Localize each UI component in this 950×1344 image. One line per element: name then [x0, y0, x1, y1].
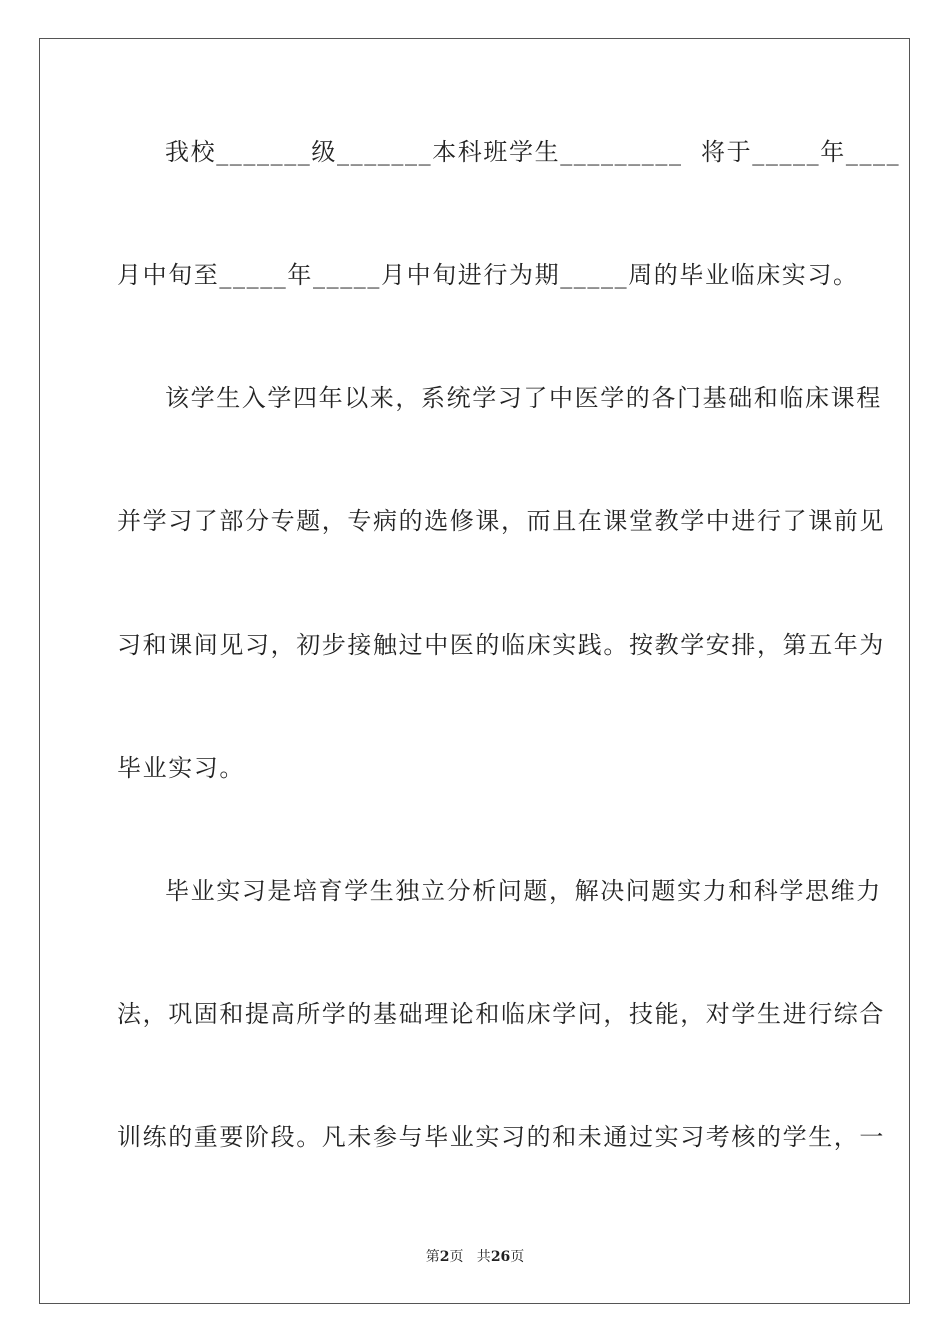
- footer-page-total: 26: [490, 1249, 511, 1265]
- footer-page-mid: 页 共: [449, 1249, 491, 1265]
- text-line-7: 毕业实习是培育学生独立分析问题，解决问题实力和科学思维力: [165, 877, 882, 905]
- footer-page-prefix: 第: [425, 1249, 440, 1265]
- text-line-2: 月中旬至_____年_____月中旬进行为期_____周的毕业临床实习。: [117, 261, 859, 289]
- footer-page-current: 2: [439, 1249, 450, 1265]
- page-frame: [39, 38, 910, 1304]
- page-footer: [0, 1248, 950, 1266]
- text-line-1: 我校_______级_______本科班学生_________ 将于_____年____: [165, 138, 901, 166]
- text-line-5: 习和课间见习，初步接触过中医的临床实践。按教学安排，第五年为: [117, 631, 885, 659]
- footer-page-suffix: 页: [510, 1249, 525, 1265]
- text-line-8: 法，巩固和提高所学的基础理论和临床学问，技能，对学生进行综合: [117, 1000, 885, 1028]
- text-line-3: 该学生入学四年以来，系统学习了中医学的各门基础和临床课程: [165, 384, 882, 412]
- text-line-6: 毕业实习。: [117, 754, 245, 782]
- text-line-4: 并学习了部分专题，专病的选修课，而且在课堂教学中进行了课前见: [117, 507, 885, 535]
- text-line-9: 训练的重要阶段。凡未参与毕业实习的和未通过实习考核的学生，一: [117, 1123, 885, 1151]
